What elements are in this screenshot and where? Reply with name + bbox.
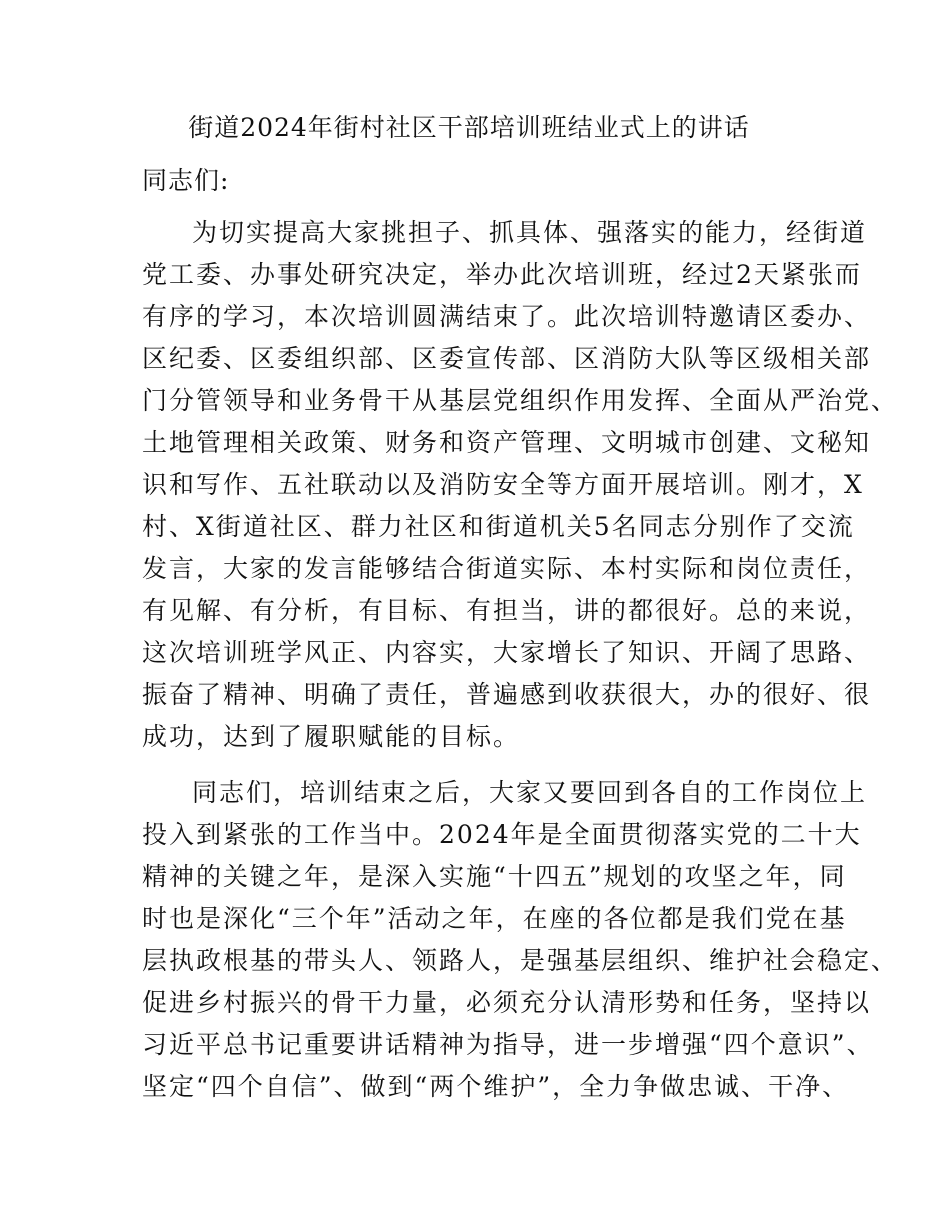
- paragraph-line: 发言，大家的发言能够结合街道实际、本村实际和岗位责任，: [142, 554, 872, 583]
- paragraph-line: 有序的学习，本次培训圆满结束了。此次培训特邀请区委办、: [142, 302, 872, 331]
- paragraph-line: 投入到紧张的工作当中。2024年是全面贯彻落实党的二十大: [142, 820, 862, 849]
- paragraph-line: 村、X街道社区、群力社区和街道机关5名同志分别作了交流: [142, 512, 855, 541]
- paragraph-line: 习近平总书记重要讲话精神为指导，进一步增强“四个意识”、: [142, 1030, 874, 1059]
- paragraph-line: 层执政根基的带头人、领路人，是强基层组织、维护社会稳定、: [142, 946, 899, 975]
- paragraph-line: 这次培训班学风正、内容实，大家增长了知识、开阔了思路、: [142, 638, 872, 667]
- paragraph-line: 门分管领导和业务骨干从基层党组织作用发挥、全面从严治党、: [142, 386, 899, 415]
- paragraph-line: 促进乡村振兴的骨干力量，必须充分认清形势和任务，坚持以: [142, 988, 872, 1017]
- paragraph-line: 成功，达到了履职赋能的目标。: [142, 722, 521, 751]
- paragraph-line: 时也是深化“三个年”活动之年，在座的各位都是我们党在基: [142, 904, 847, 933]
- paragraph-line: 土地管理相关政策、财务和资产管理、文明城市创建、文秘知: [142, 428, 872, 457]
- paragraph-line: 振奋了精神、明确了责任，普遍感到收获很大，办的很好、很: [142, 680, 872, 709]
- paragraph-line: 党工委、办事处研究决定，举办此次培训班，经过2天紧张而: [142, 260, 862, 289]
- paragraph-2: [142, 772, 899, 1108]
- paragraph-line: 识和写作、五社联动以及消防安全等方面开展培训。刚才，X: [142, 470, 864, 499]
- paragraph-line: 为切实提高大家挑担子、抓具体、强落实的能力，经街道: [192, 218, 868, 247]
- paragraph-1: [142, 212, 899, 758]
- paragraph-line: 坚定“四个自信”、做到“两个维护”，全力争做忠诚、干净、: [142, 1072, 850, 1101]
- paragraph-line: 同志们，培训结束之后，大家又要回到各自的工作岗位上: [192, 778, 868, 807]
- salutation: 同志们:: [142, 166, 230, 195]
- paragraph-line: 区纪委、区委组织部、区委宣传部、区消防大队等区级相关部: [142, 344, 872, 373]
- paragraph-line: 有见解、有分析，有目标、有担当，讲的都很好。总的来说，: [142, 596, 872, 625]
- paragraph-line: 精神的关键之年，是深入实施“十四五”规划的攻坚之年，同: [142, 862, 847, 891]
- document-title: 街道2024年街村社区干部培训班结业式上的讲话: [188, 113, 750, 142]
